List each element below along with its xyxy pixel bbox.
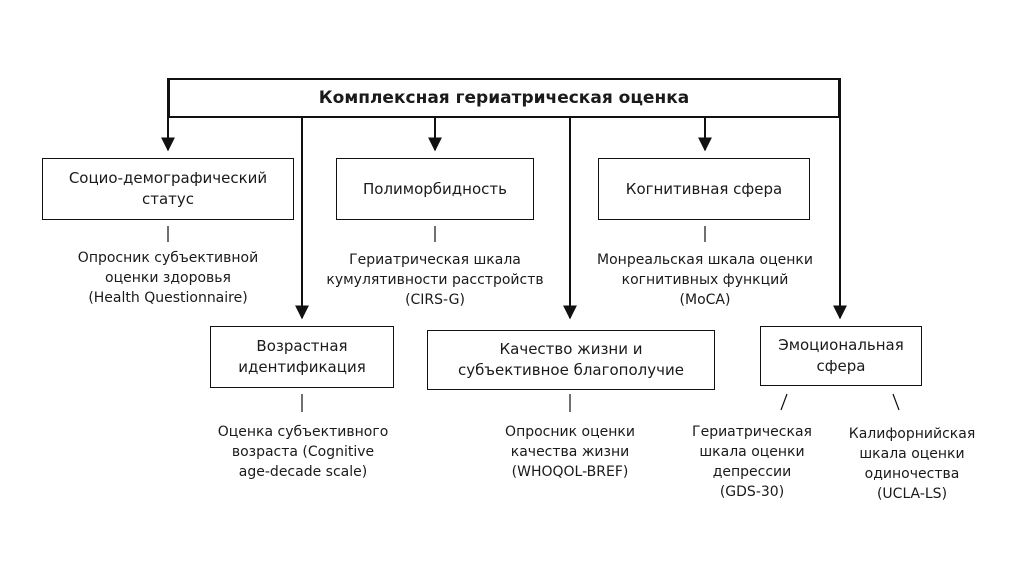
- box-quality-of-life: [427, 330, 715, 390]
- desc-polymorbidity: Гериатрическая шкала кумулятивности расстройств (CIRS-G): [326, 252, 544, 308]
- desc-emotional-loneliness: Калифорнийская шкала оценки одиночества (UCLA-LS): [848, 426, 976, 502]
- box-age-identification: [210, 326, 394, 388]
- box-age-identification-label: Возрастная идентификация: [238, 337, 366, 376]
- box-polymorbidity-label: Полиморбидность: [363, 179, 507, 198]
- desc-quality-of-life: Опросник оценки качества жизни (WHOQOL-BREF): [505, 424, 635, 480]
- box-emotional: [760, 326, 922, 386]
- box-emotional-label: Эмоциональная сфера: [778, 336, 904, 375]
- box-socio-demographic: [42, 158, 294, 220]
- desc-emotional-depression: Гериатрическая шкала оценки депрессии (GDS-30): [692, 424, 812, 500]
- box-cognitive: [598, 158, 810, 220]
- box-cognitive-label: Когнитивная сфера: [625, 179, 783, 198]
- desc-socio-demographic: Опросник субъективной оценки здоровья (Health Questionnaire): [77, 250, 259, 306]
- desc-cognitive: Монреальская шкала оценки когнитивных функций (MoCA): [597, 252, 813, 308]
- title-box: [168, 78, 840, 118]
- box-polymorbidity: [336, 158, 534, 220]
- desc-age-identification: Оценка субъективного возраста (Cognitive age-decade scale): [217, 424, 389, 480]
- tick-emotional-left: [781, 394, 787, 410]
- box-quality-of-life-label: Качество жизни и субъективное благополучие: [458, 340, 684, 379]
- box-socio-demographic-label: Социо-демографический статус: [68, 169, 268, 208]
- tick-emotional-right: [893, 394, 899, 410]
- title-text: Комплексная гериатрическая оценка: [318, 87, 690, 108]
